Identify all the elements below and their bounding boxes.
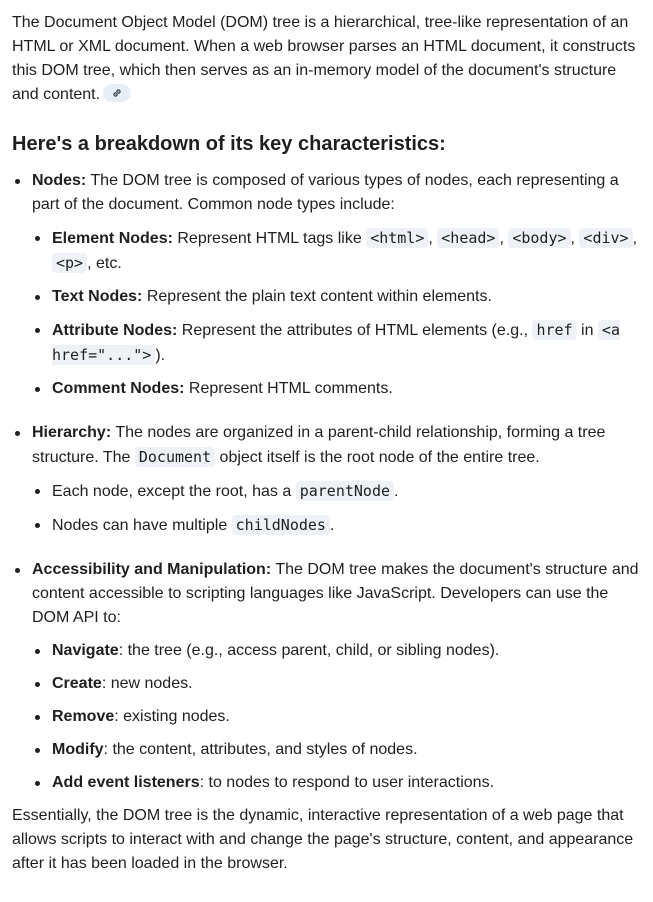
create-text: : new nodes. [101,675,193,692]
outro-paragraph: Essentially, the DOM tree is the dynamic, interactive representation of a web page that allows scripts to interact with and change the page's structure, content, and appearance after it has been loaded in the browser. [12,807,634,872]
parent-node-text: Each node, except the root, has a [52,483,296,500]
code-html: <html> [366,228,428,248]
source-link-chip[interactable] [103,84,131,102]
sep: , [632,230,638,247]
code-head: <head> [437,228,499,248]
hierarchy-sublist [32,479,641,538]
add-event-listeners-text: : to nodes to respond to user interactions. [199,774,495,791]
dom-api-list [32,639,641,795]
list-item-parent-node [32,479,641,504]
attribute-nodes-mid: in [576,322,598,339]
hierarchy-title: Hierarchy: [32,424,112,441]
code-parentnode: parentNode [296,481,394,501]
modify-title: Modify [52,741,104,758]
intro-paragraph [12,11,641,107]
link-icon [111,87,123,99]
code-childnodes: childNodes [232,515,330,535]
access-text: The DOM tree makes the document's structure and content accessible to scripting languages like JavaScript. Developers can use the DOM API to: [32,561,639,626]
parent-node-tail: . [394,483,399,500]
child-nodes-text: Nodes can have multiple [52,517,232,534]
element-nodes-title: Element Nodes: [52,230,173,247]
nodes-title: Nodes: [32,172,87,189]
comment-nodes-text: Represent HTML comments. [184,380,393,397]
list-item-create [32,672,641,696]
node-types-list [32,226,641,401]
sep: , [428,230,438,247]
code-div: <div> [579,228,632,248]
remove-text: : existing nodes. [114,708,230,725]
remove-title: Remove [52,708,115,725]
list-item-nodes [12,169,641,401]
list-item-hierarchy [12,421,641,538]
list-item-modify [32,738,641,762]
list-item-comment-nodes [32,377,641,401]
intro-text: The Document Object Model (DOM) tree is a hierarchical, tree-like representation of an HTML or XML document. When a web browser parses an HTML document, it constructs this DOM tree, which then serves as an in-memory model of the document's structure and content. [12,14,636,103]
code-p: <p> [52,253,87,273]
text-nodes-text: Represent the plain text content within elements. [142,288,492,305]
element-nodes-text: Represent HTML tags like [172,230,367,247]
code-href: href [532,320,576,340]
access-title: Accessibility and Manipulation: [32,561,272,578]
list-item-remove [32,705,641,729]
list-item-attribute-nodes [32,318,641,368]
code-document: Document [135,447,215,467]
list-item-child-nodes [32,513,641,538]
attribute-nodes-title: Attribute Nodes: [52,322,178,339]
list-item-element-nodes [32,226,641,276]
list-item-navigate [32,639,641,663]
nodes-text: The DOM tree is composed of various types of nodes, each representing a part of the document. Common node types include: [32,172,619,213]
create-title: Create [52,675,102,692]
list-item-add-event-listeners [32,771,641,795]
attribute-nodes-tail: ). [155,347,166,364]
hierarchy-tail: object itself is the root node of the entire tree. [215,449,540,466]
navigate-text: : the tree (e.g., access parent, child, or sibling nodes). [118,642,500,659]
comment-nodes-title: Comment Nodes: [52,380,185,397]
sep: , [570,230,580,247]
characteristics-list [12,169,641,795]
modify-text: : the content, attributes, and styles of nodes. [103,741,418,758]
code-anchor: <a href="..."> [52,321,620,364]
code-body: <body> [508,228,570,248]
sep: , [499,230,509,247]
attribute-nodes-text: Represent the attributes of HTML elements (e.g., [177,322,533,339]
section-heading: Here's a breakdown of its key characteristics: [12,133,446,155]
navigate-title: Navigate [52,642,119,659]
element-nodes-tail: , etc. [87,255,122,272]
child-nodes-tail: . [329,517,335,534]
text-nodes-title: Text Nodes: [52,288,143,305]
list-item-text-nodes [32,285,641,309]
add-event-listeners-title: Add event listeners [52,774,200,791]
list-item-accessibility [12,558,641,795]
hierarchy-text: The nodes are organized in a parent-child relationship, forming a tree structure. The [32,424,606,466]
